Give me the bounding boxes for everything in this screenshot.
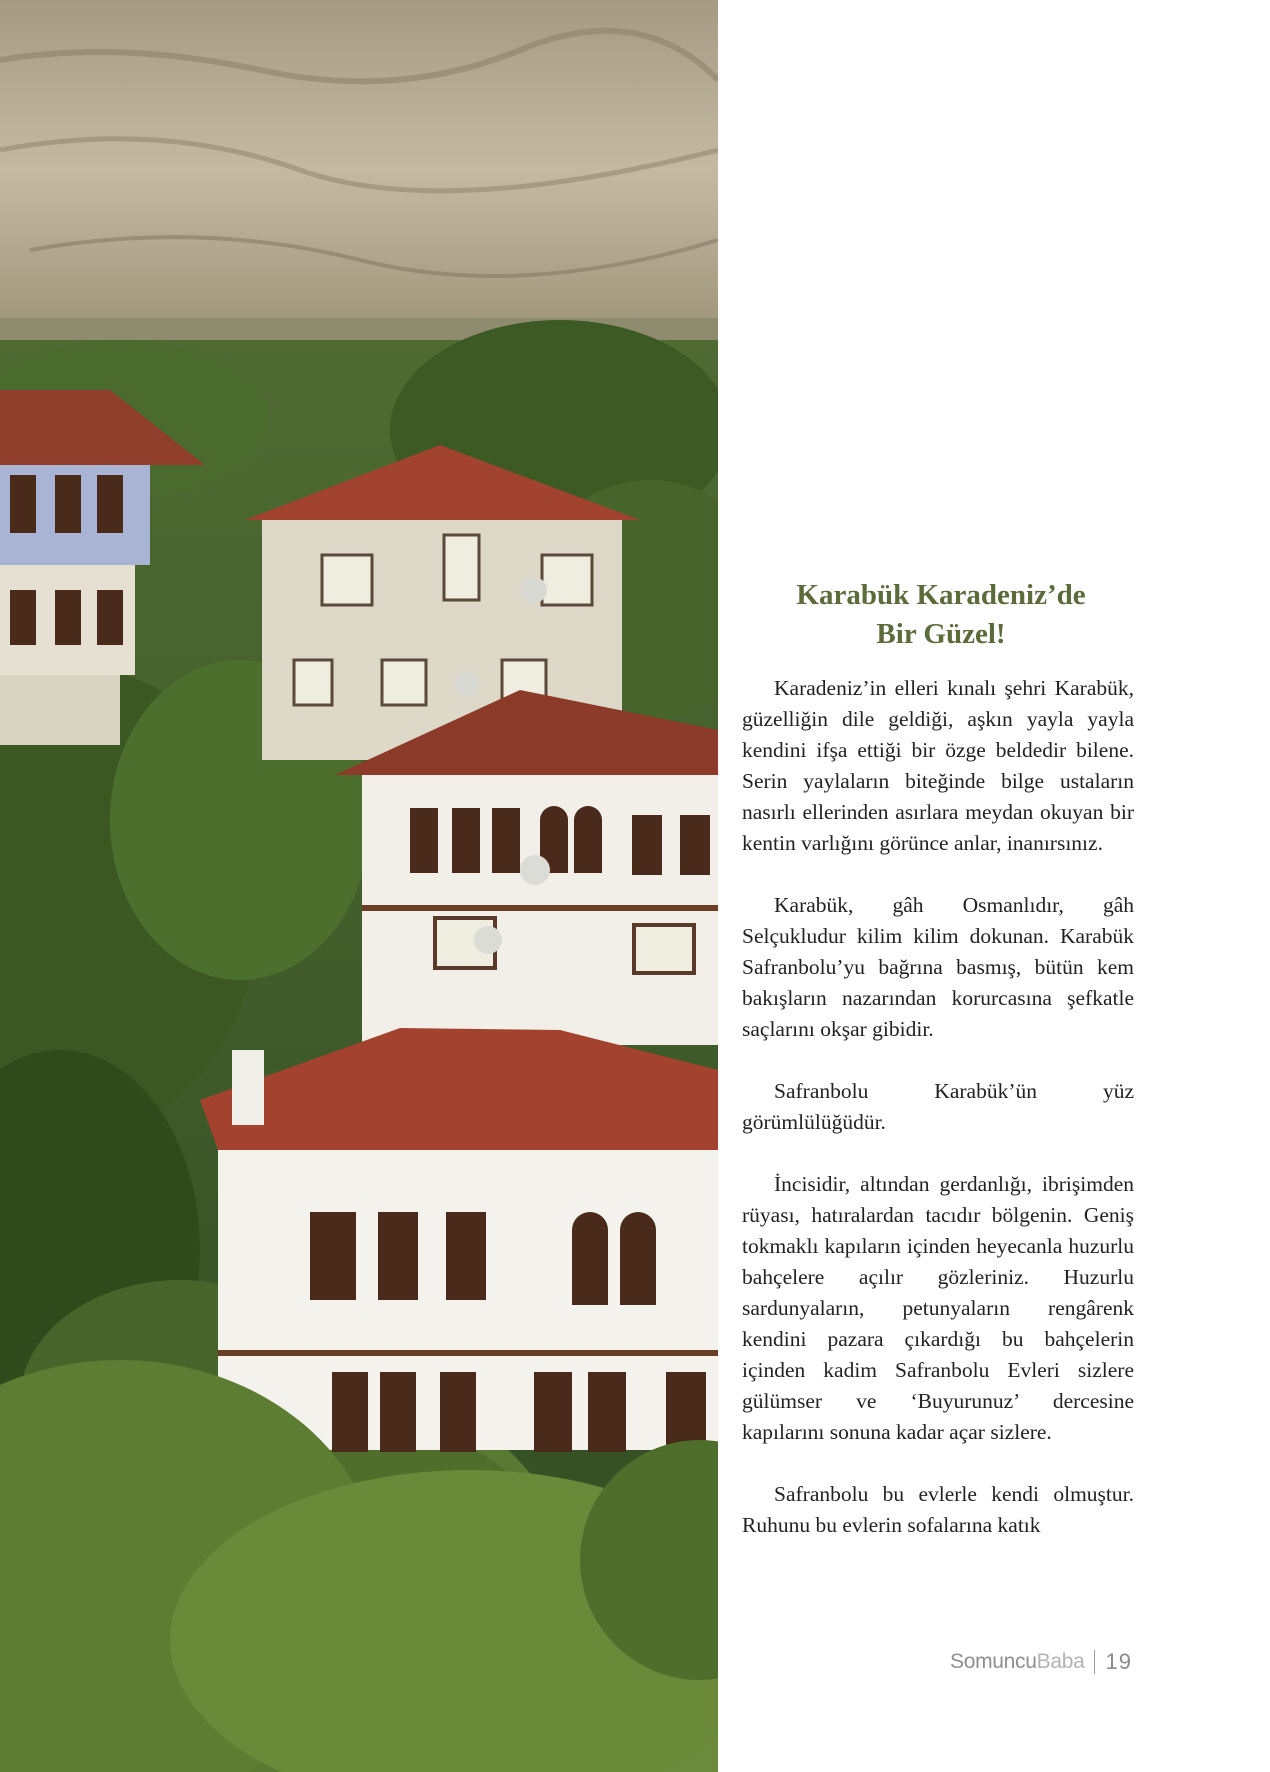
- article-body: [742, 673, 1134, 1572]
- paragraph-1: Karadeniz’in elleri kınalı şehri Karabük, güzelliğin dile geldiği, aşkın yayla yayla kendini ifşa ettiği bir özge beldedir bilene. Serin yaylaların biteğinde bilge ustaların nasırlı ellerinden asırlara meydan okuyan bir kentin varlığını görünce anlar, inanırsınız.: [742, 676, 1134, 855]
- footer-divider: [1094, 1650, 1095, 1674]
- title-line-1: Karabük Karadeniz’de: [796, 579, 1086, 611]
- article-title: [742, 576, 1140, 654]
- house-lower-white: [200, 1028, 718, 1452]
- brand-part-1: Somuncu: [950, 1650, 1037, 1673]
- paragraph-5: Safranbolu bu evlerle kendi olmuştur. Ruhunu bu evlerin sofalarına katık: [742, 1482, 1134, 1537]
- page-footer: [950, 1645, 1132, 1679]
- brand-part-2: Baba: [1036, 1650, 1085, 1673]
- paragraph-3: Safranbolu Karabük’ün yüz görümlülüğüdür.: [742, 1079, 1134, 1134]
- title-line-2: Bir Güzel!: [876, 618, 1006, 650]
- paragraph-2: Karabük, gâh Osmanlıdır, gâh Selçukludur kilim kilim dokunan. Karabük Safranbolu’yu bağrına basmış, bütün kem bakışların nazarından korurcasına şefkatle saçlarını okşar gibidir.: [742, 893, 1134, 1041]
- page-number: 19: [1105, 1649, 1132, 1674]
- paragraph-4: İncisidir, altından gerdanlığı, ibrişimden rüyası, hatıralardan tacıdır bölgenin. Geniş tokmaklı kapıların içinden heyecanla huzurlu bahçelere açılır gözleriniz. Huzurlu sardunyaların, petunyaların rengârenk kendini pazara çıkardığı bu bahçelerin içinden kadim Safranbolu Evleri sizlere gülümser ve ‘Buyurunuz’ dercesine kapılarını sonuna kadar açar sizlere.: [742, 1172, 1134, 1444]
- brand-logo: [950, 1650, 1084, 1674]
- rock-cliff: [0, 0, 718, 358]
